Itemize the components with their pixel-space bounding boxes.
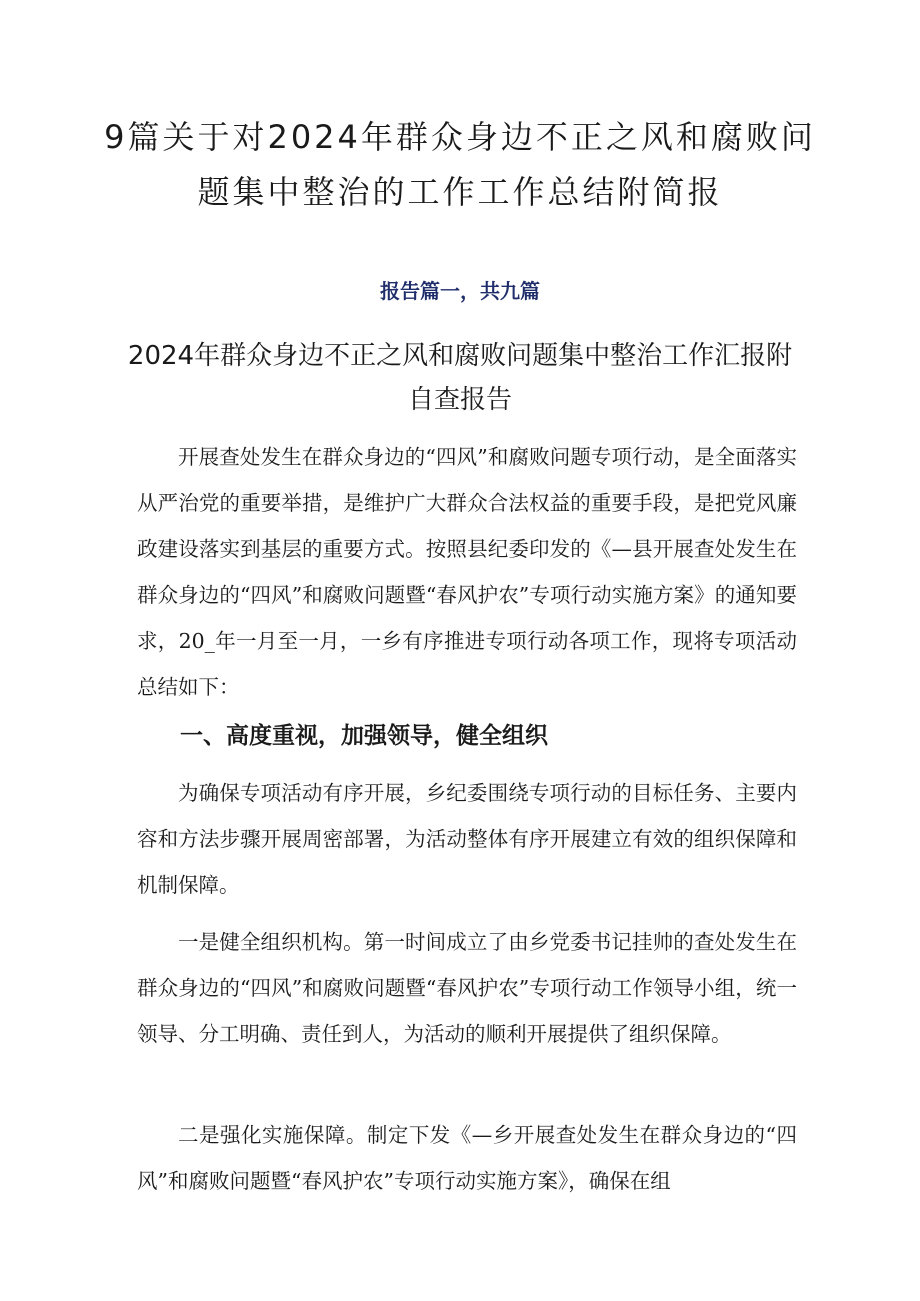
report-title: 2024年群众身边不正之风和腐败问题集中整治工作汇报附自查报告: [127, 341, 793, 415]
document-title: 9篇关于对2024年群众身边不正之风和腐败问题集中整治的工作工作总结附简报: [104, 118, 816, 211]
report-index-label: 报告篇一，共九篇: [380, 279, 540, 303]
section-heading: 一、高度重视，加强领导，健全组织: [180, 723, 548, 749]
body-paragraph: 为确保专项活动有序开展，乡纪委围绕专项行动的目标任务、主要内容和方法步骤开展周密部署，为活动整体有序开展建立有效的组织保障和机制保障。: [137, 781, 797, 897]
body-paragraph: 二是强化实施保障。制定下发《—乡开展查处发生在群众身边的“四风”和腐败问题暨“春风护农”专项行动实施方案》，确保在组: [137, 1123, 797, 1193]
body-paragraph: 一是健全组织机构。第一时间成立了由乡党委书记挂帅的查处发生在群众身边的“四风”和腐败问题暨“春风护农”专项行动工作领导小组，统一领导、分工明确、责任到人，为活动的顺利开展提供了组织保障。: [137, 930, 797, 1046]
intro-paragraph: 开展查处发生在群众身边的“四风”和腐败问题专项行动，是全面落实从严治党的重要举措，是维护广大群众合法权益的重要手段，是把党风廉政建设落实到基层的重要方式。按照县纪委印发的《—县开展查处发生在群众身边的“四风”和腐败问题暨“春风护农”专项行动实施方案》的通知要求，20_年一月至一月，一乡有序推进专项行动各项工作，现将专项活动总结如下：: [137, 445, 797, 699]
